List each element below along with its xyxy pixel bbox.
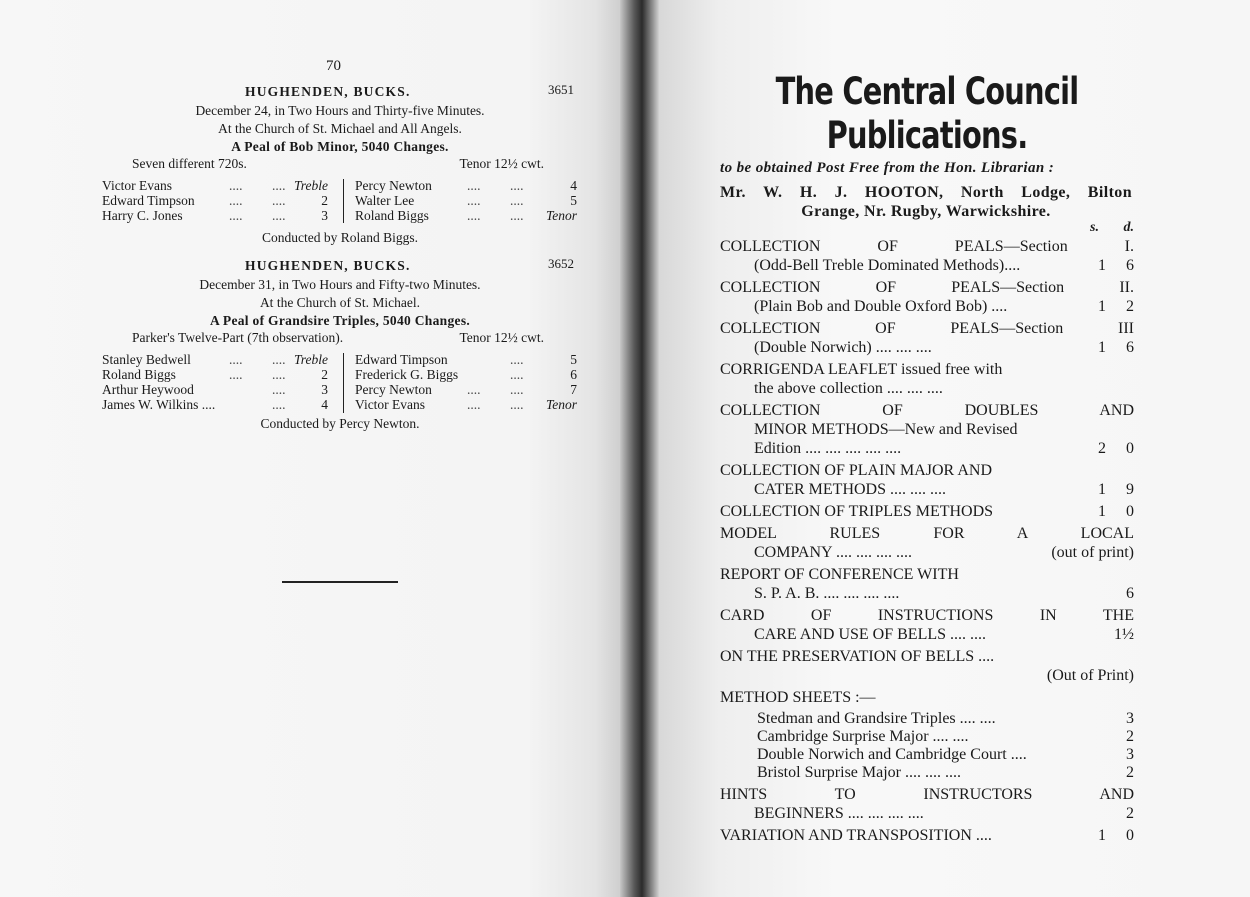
peal-place: HUGHENDEN, BUCKS. [245,258,411,273]
ringer-row: Walter Lee .... .... 5 [355,193,577,208]
price-pence: 6 [1126,585,1134,602]
ringer-row: Arthur Heywood .... 3 [102,382,328,397]
ringers-left [102,178,328,223]
price-pence: 2 [1126,298,1134,315]
peal-number: 3652 [548,256,574,271]
peal-number: 3651 [548,82,574,97]
publication-line: COLLECTION OF PLAIN MAJOR AND [720,462,993,479]
ringers-table [100,352,580,414]
publication-line: COLLECTION OF DOUBLES AND [720,402,1134,419]
publication-item [720,524,1134,565]
ringers-right [355,352,577,412]
method-sheet-item: Stedman and Grandsire Triples .... .... 3 [757,710,1134,727]
page-title: The Central Council Publications. [775,70,1079,157]
publication-line: the above collection .... .... .... [754,380,943,397]
publication-item [720,826,1134,848]
price-pence: 0 [1126,827,1134,844]
publication-line: REPORT OF CONFERENCE WITH [720,566,959,583]
price-pence: 3 [1126,746,1134,763]
price-shillings: 1 [1098,339,1106,356]
publication-line: COLLECTION OF PEALS—Section I. [720,238,1134,255]
ringer-row: Frederick G. Biggs .... 6 [355,367,577,382]
price-shillings: 1 [1098,503,1106,520]
publication-item [720,360,1134,401]
price-pence: 3 [1126,710,1134,727]
publication-line: CARD OF INSTRUCTIONS IN THE [720,607,1134,624]
publication-item [720,461,1134,502]
price-pence: 2 [1126,764,1134,781]
book-gutter [620,0,660,897]
publication-line: HINTS TO INSTRUCTORS AND [720,786,1134,803]
publication-line: (Double Norwich) .... .... .... 1 6 [754,339,1134,356]
publication-line: VARIATION AND TRANSPOSITION .... 1 0 [720,827,1134,844]
ringer-row: Roland Biggs .... .... 2 [102,367,328,382]
peal-date: December 31, in Two Hours and Fifty-two Minutes. [199,277,481,292]
librarian-address: Mr. W. H. J. HOOTON, North Lodge, Bilton Grange, Nr. Rugby, Warwickshire. [720,184,1132,220]
publication-item [720,785,1134,826]
peal-composition: Seven different 720s. [132,156,247,171]
section-rule [282,581,398,583]
method-sheets-list [720,710,1134,782]
publication-item [720,401,1134,461]
publication-item [720,237,1134,278]
publication-item [720,502,1134,524]
price-pence: 9 [1126,481,1134,498]
publication-item [720,565,1134,606]
method-sheet-item: Cambridge Surprise Major .... .... 2 [757,728,1134,745]
peal-date: December 24, in Two Hours and Thirty-five Minutes. [195,103,485,118]
availability-note: (Out of Print) [1046,667,1134,684]
publication-line: MINOR METHODS—New and Revised [754,421,1018,438]
price-pence: 0 [1126,440,1134,457]
intro-line: to be obtained Post Free from the Hon. Librarian : [720,160,1055,176]
publication-item [720,606,1134,647]
ringer-row: Victor Evans .... .... Treble [102,178,328,193]
ringer-row: Victor Evans .... .... Tenor [355,397,577,412]
price-pence: 2 [1126,805,1134,822]
publication-line: ON THE PRESERVATION OF BELLS .... [720,648,995,665]
price-pence: 1½ [1114,626,1134,643]
price-shillings: 1 [1098,481,1106,498]
publication-line: MODEL RULES FOR A LOCAL [720,525,1134,542]
ringer-row: Edward Timpson .... 5 [355,352,577,367]
ringers-left [102,352,328,412]
ringer-row: Roland Biggs .... .... Tenor [355,208,577,223]
peal-title: A Peal of Grandsire Triples, 5040 Changes. [209,313,471,328]
ringer-row: Stanley Bedwell .... .... Treble [102,352,328,367]
ringer-row: Percy Newton .... .... 7 [355,382,577,397]
publication-line: CATER METHODS .... .... .... 1 9 [754,481,1134,498]
publication-item [720,647,1134,688]
publication-line: COLLECTION OF PEALS—Section III [720,320,1134,337]
peal-record [100,82,580,246]
peal-title: A Peal of Bob Minor, 5040 Changes. [231,139,449,154]
peal-place: HUGHENDEN, BUCKS. [245,84,411,99]
publication-line: METHOD SHEETS :— [720,689,876,706]
price-shillings: 1 [1098,827,1106,844]
ringer-row: Harry C. Jones .... .... 3 [102,208,328,223]
peal-tenor: Tenor 12½ cwt. [459,330,544,345]
publication-line: S. P. A. B. .... .... .... .... 6 [754,585,1134,602]
peal-tenor: Tenor 12½ cwt. [459,156,544,171]
publication-line: Edition .... .... .... .... .... 2 0 [754,440,1134,457]
peal-composition: Parker's Twelve-Part (7th observation). [132,330,344,345]
publication-line: COLLECTION OF TRIPLES METHODS 1 0 [720,503,1134,520]
column-divider [343,179,344,223]
price-pence: 6 [1126,339,1134,356]
price-shillings: 1 [1098,298,1106,315]
peal-conductor: Conducted by Roland Biggs. [262,230,418,245]
column-divider [343,353,344,413]
page-number: 70 [326,58,341,74]
publication-line: COMPANY .... .... .... .... (out of print) [754,544,1134,561]
price-pence: 0 [1126,503,1134,520]
price-pence: 6 [1126,257,1134,274]
publication-line: (Odd-Bell Treble Dominated Methods).... 1 6 [754,257,1134,274]
publication-line [720,666,1134,685]
availability-note: (out of print) [1051,544,1134,561]
publication-item [720,278,1134,319]
price-shillings: 2 [1098,440,1106,457]
publication-line: (Plain Bob and Double Oxford Bob) .... 1 2 [754,298,1134,315]
publications-list [720,237,1134,848]
left-page [0,0,620,897]
ringers-right [355,178,577,223]
peal-conductor: Conducted by Percy Newton. [260,416,420,431]
ringer-row: James W. Wilkins .... .... 4 [102,397,328,412]
price-pence: 2 [1126,728,1134,745]
ringers-table [100,178,580,224]
peal-church: At the Church of St. Michael. [259,295,421,310]
price-shillings: 1 [1098,257,1106,274]
method-sheet-item: Bristol Surprise Major .... .... .... 2 [757,764,1134,781]
book-spread: 70 HUGHENDEN, BUCKS. 3651 December 24, in Two Hours and Thirty-five Minutes. At the Church of St. Michael and All Angels. A Peal of Bob Minor, 5040 Changes. Seven different 720s. Tenor 12½ cwt. Victor Evans .... .... Treble Edward Timpson .... .... 2 Harry C. Jones .... .... 3 Percy Newton .... .... 4 Walter Lee .... .... 5 Roland Biggs .... .... Tenor Conducted by Roland Biggs. HUGHENDEN, BUCKS. 3652 December 31, in Two Hours and Fifty-two Minutes. At the Church of St. Michael. A Peal of Grandsire Triples, 5040 Changes. Parker's Twelve-Part (7th observation). Tenor 12½ cwt. Stanley Bedwell .... .... Treble Roland Biggs .... .... 2 Arthur Heywood .... 3 James W. Wilkins .... .... 4 Edward Timpson .... 5 Frederick G. Biggs .... 6 Percy Newton .... .... 7 Victor Evans .... .... Tenor Conducted by Percy Newton. The Central Council Publications. to be obtained Post Free from the Hon. Librarian : Mr. W. H. J. HOOTON, North Lodge, Bilton Grange, Nr. Rugby, Warwickshire. s. d. COLLECTION OF PEALS—Section I. (Odd-Bell Treble Dominated Methods).... 1 6 COLLECTION OF PEALS—Section II. (Plain Bob and Double Oxford Bob) .... 1 2 COLLECTION OF PEALS—Section III (Double Norwich) .... .... .... 1 6 CORRIGENDA LEAFLET issued free with the above collection .... .... .... COLLECTION OF DOUBLES AND MINOR METHODS—New and Revised Edition .... .... .... .... .... 2 0 COLLECTION OF PLAIN MAJOR AND CATER METHODS .... .... .... 1 9 COLLECTION OF TRIPLES METHODS 1 0 MODEL RULES FOR A LOCAL COMPANY .... .... .... .... (out of print) REPORT OF CONFERENCE WITH S. P. A. B. .... .... .... .... 6 CARD OF INSTRUCTIONS IN THE CARE AND USE OF BELLS .... .... 1½ ON THE PRESERVATION OF BELLS .... (Out of Print) METHOD SHEETS :— Stedman and Grandsire Triples .... .... 3 Cambridge Surprise Major .... .... 2 Double Norwich and Cambridge Court .... 3 Bristol Surprise Major .... .... .... 2 HINTS TO INSTRUCTORS AND BEGINNERS .... .... .... .... 2 VARIATION AND TRANSPOSITION .... 1 0 [0,0,1250,897]
publication-line: CORRIGENDA LEAFLET issued free with [720,361,1003,378]
publication-line: BEGINNERS .... .... .... .... 2 [754,805,1134,822]
ringer-row: Edward Timpson .... .... 2 [102,193,328,208]
publication-line: CARE AND USE OF BELLS .... .... 1½ [754,626,1134,643]
peal-record [100,256,580,432]
method-sheet-item: Double Norwich and Cambridge Court .... 3 [757,746,1134,763]
publication-line: COLLECTION OF PEALS—Section II. [720,279,1134,296]
peal-church: At the Church of St. Michael and All Angels. [218,121,462,136]
publication-item [720,319,1134,360]
ringer-row: Percy Newton .... .... 4 [355,178,577,193]
publication-item [720,688,1134,710]
